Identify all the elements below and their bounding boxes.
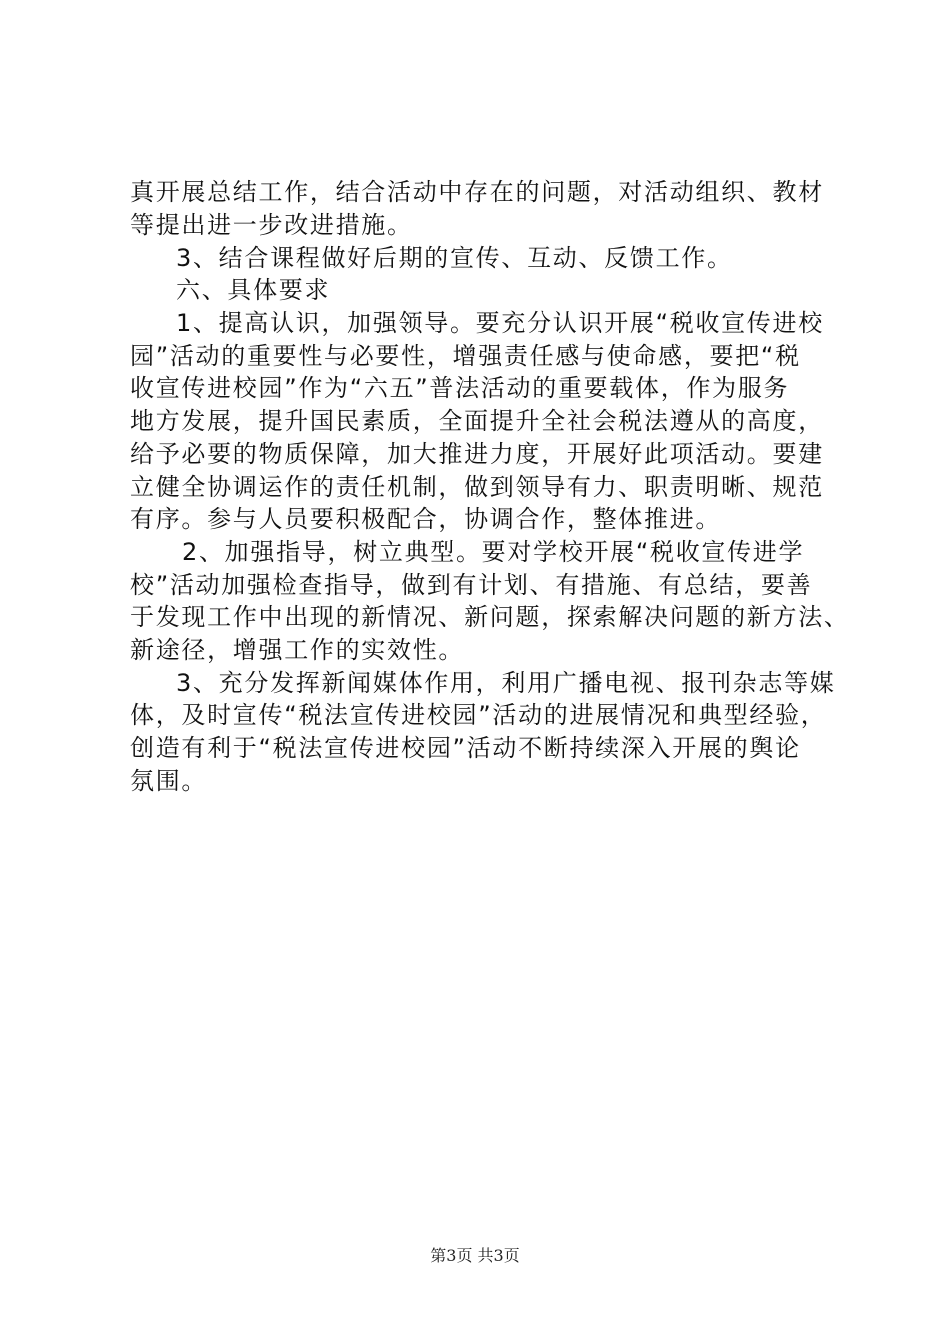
- text-line: 校”活动加强检查指导，做到有计划、有措施、有总结，要善: [130, 571, 813, 599]
- text-line: 立健全协调运作的责任机制，做到领导有力、职责明晰、规范: [130, 473, 824, 501]
- text-line: 收宣传进校园”作为“六五”普法活动的重要载体，作为服务: [130, 374, 790, 402]
- text-line: 氛围。: [130, 767, 208, 795]
- page-number-footer: 第3页 共3页: [430, 1246, 520, 1265]
- text-line: 于发现工作中出现的新情况、新问题，探索解决问题的新方法、: [130, 603, 850, 631]
- text-line: 体，及时宣传“税法宣传进校园”活动的进展情况和典型经验，: [130, 701, 827, 729]
- text-line: 园”活动的重要性与必要性，增强责任感与使命感，要把“税: [130, 342, 801, 370]
- text-line: 新途径，增强工作的实效性。: [130, 636, 465, 664]
- text-line: 有序。参与人员要积极配合，协调合作，整体推进。: [130, 505, 722, 533]
- section-heading: 六、具体要求: [176, 276, 331, 304]
- text-line: 3、充分发挥新闻媒体作用，利用广播电视、报刊杂志等媒: [176, 669, 836, 697]
- text-line: 创造有利于“税法宣传进校园”活动不断持续深入开展的舆论: [130, 734, 801, 762]
- text-line: 给予必要的物质保障，加大推进力度，开展好此项活动。要建: [130, 440, 824, 468]
- text-line: 等提出进一步改进措施。: [130, 211, 413, 239]
- text-line: 地方发展，提升国民素质，全面提升全社会税法遵从的高度，: [130, 407, 824, 435]
- text-line: 真开展总结工作，结合活动中存在的问题，对活动组织、教材: [130, 178, 824, 206]
- text-line: 1、提高认识，加强领导。要充分认识开展“税收宣传进校: [176, 309, 824, 337]
- text-line: 3、结合课程做好后期的宣传、互动、反馈工作。: [176, 244, 733, 272]
- text-line: 2、加强指导，树立典型。要对学校开展“税收宣传进学: [182, 538, 805, 566]
